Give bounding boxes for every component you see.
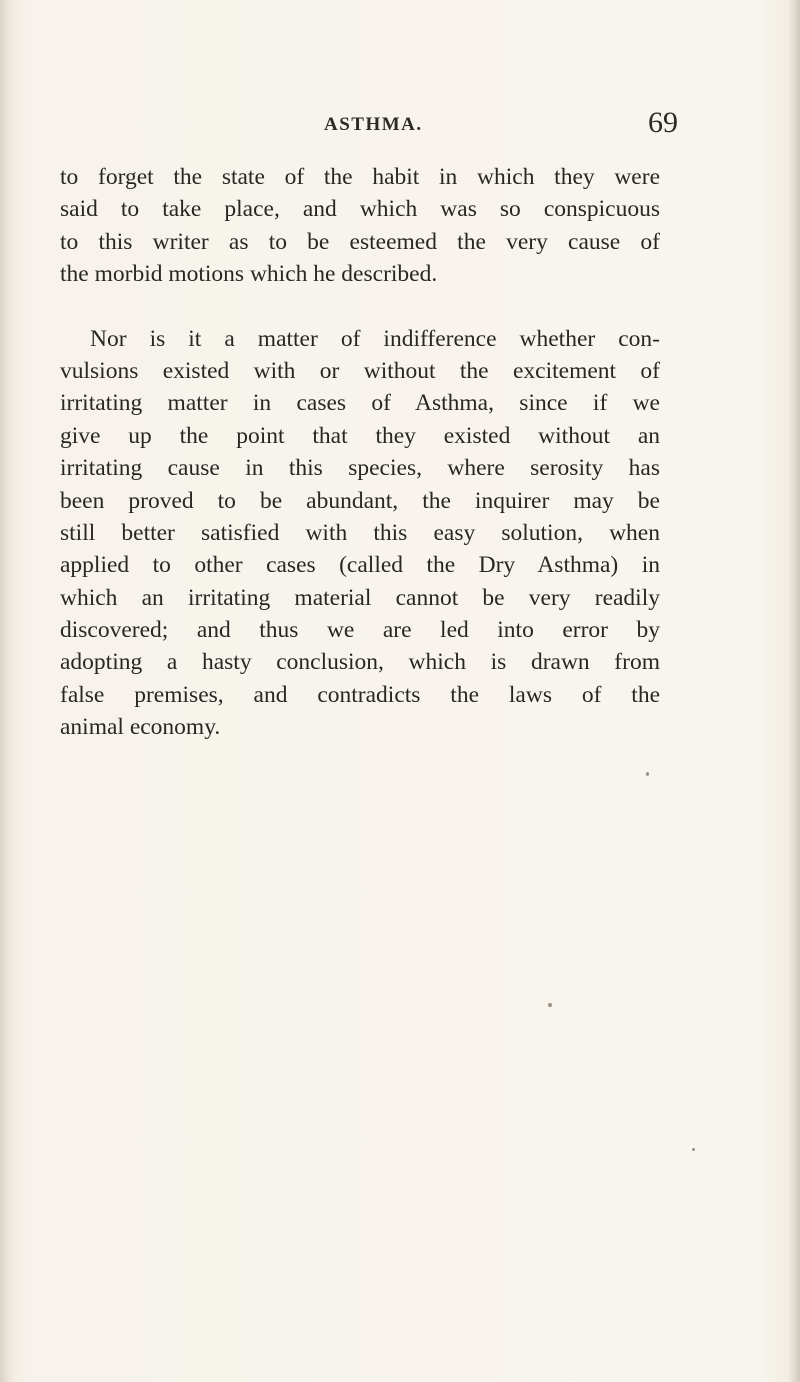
text-line: the morbid motions which he described. xyxy=(60,261,438,288)
text-line: been proved to be abundant, the inquirer may be xyxy=(60,487,660,514)
text-line: Nor is it a matter of indifference whether con- xyxy=(90,325,660,352)
text-line: give up the point that they existed without an xyxy=(60,422,660,449)
text-line: irritating matter in cases of Asthma, since if we xyxy=(60,390,660,417)
page-header xyxy=(60,106,678,148)
text-line: adopting a hasty conclusion, which is drawn from xyxy=(60,649,660,676)
text-line: to this writer as to be esteemed the very cause of xyxy=(60,228,660,255)
page-left-edge xyxy=(0,0,14,1382)
paper-speck xyxy=(646,772,649,776)
paragraph-1 xyxy=(60,161,660,291)
text-line: to forget the state of the habit in which they were xyxy=(60,164,660,190)
paper-speck xyxy=(692,1148,695,1151)
page-right-edge xyxy=(788,0,800,1382)
text-line: discovered; and thus we are led into error by xyxy=(60,617,660,644)
text-line: vulsions existed with or without the excitement of xyxy=(60,357,660,384)
text-line: false premises, and contradicts the laws of the xyxy=(60,681,660,708)
running-head: ASTHMA. xyxy=(324,114,423,135)
page-number: 69 xyxy=(648,106,678,139)
body-text xyxy=(60,161,660,744)
text-line: applied to other cases (called the Dry Asthma) in xyxy=(60,552,660,579)
text-line: which an irritating material cannot be very readily xyxy=(60,584,660,611)
paragraph-2 xyxy=(60,323,660,744)
text-line: animal economy. xyxy=(60,714,221,741)
text-line: said to take place, and which was so conspicuous xyxy=(60,196,660,223)
paper-speck xyxy=(548,1003,552,1007)
paragraph-gap xyxy=(60,291,660,323)
text-line: irritating cause in this species, where serosity has xyxy=(60,455,660,482)
text-line: still better satisfied with this easy solution, when xyxy=(60,519,660,546)
